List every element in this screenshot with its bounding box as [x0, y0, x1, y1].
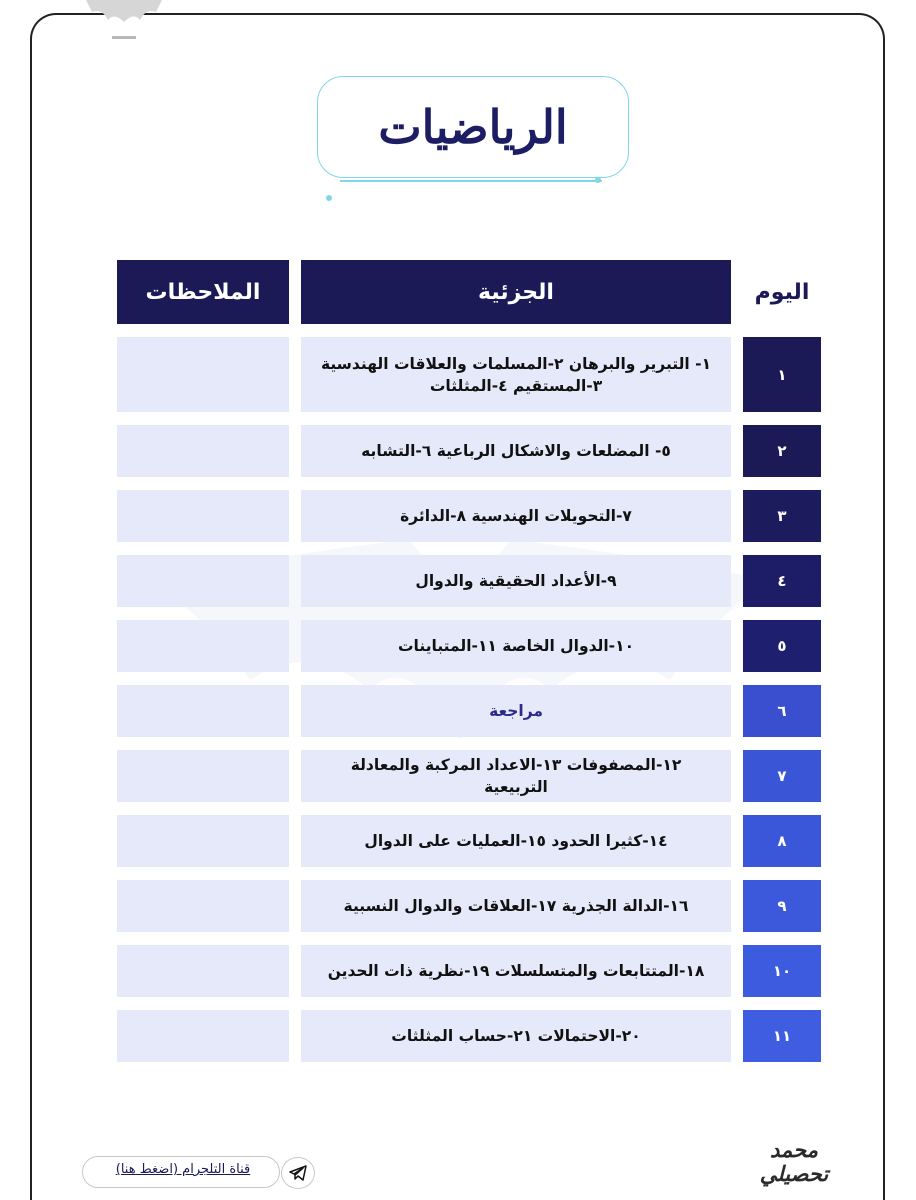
topic-cell: ١٤-كثيرا الحدود ١٥-العمليات على الدوال — [301, 815, 731, 867]
topic-cell: ٧-التحويلات الهندسية ٨-الدائرة — [301, 490, 731, 542]
notes-cell — [117, 490, 289, 542]
signature: محمد تحصيلي — [759, 1137, 829, 1186]
day-cell: ٥ — [743, 620, 821, 672]
notes-cell — [117, 555, 289, 607]
notes-cell — [117, 880, 289, 932]
topic-cell: ٩-الأعداد الحقيقية والدوال — [301, 555, 731, 607]
topic-cell: ٥- المضلعات والاشكال الرباعية ٦-التشابه — [301, 425, 731, 477]
day-cell: ١١ — [743, 1010, 821, 1062]
day-cell: ٧ — [743, 750, 821, 802]
telegram-icon — [289, 1165, 307, 1181]
telegram-button[interactable] — [281, 1157, 315, 1189]
header-notes: الملاحظات — [117, 260, 289, 324]
topic-cell: ١٨-المتتابعات والمتسلسلات ١٩-نظرية ذات الحدين — [301, 945, 731, 997]
day-cell: ٤ — [743, 555, 821, 607]
day-cell: ٢ — [743, 425, 821, 477]
page-title: الرياضيات — [378, 100, 568, 154]
topic-cell: ١٢-المصفوفات ١٣-الاعداد المركبة والمعادلة التربيعية — [301, 750, 731, 802]
notes-cell — [117, 815, 289, 867]
bat-logo — [86, 0, 162, 26]
notes-cell — [117, 1010, 289, 1062]
header-day: اليوم — [754, 279, 810, 305]
notes-cell — [117, 620, 289, 672]
topic-cell: مراجعة — [301, 685, 731, 737]
notes-cell — [117, 750, 289, 802]
topic-cell: ٢٠-الاحتمالات ٢١-حساب المثلثات — [301, 1010, 731, 1062]
day-cell: ٦ — [743, 685, 821, 737]
header-topic: الجزئية — [301, 260, 731, 324]
notes-cell — [117, 425, 289, 477]
notes-cell — [117, 945, 289, 997]
notes-cell — [117, 685, 289, 737]
day-cell: ١ — [743, 337, 821, 412]
topic-cell: ١- التبرير والبرهان ٢-المسلمات والعلاقات الهندسية ٣-المستقيم ٤-المثلثات — [301, 337, 731, 412]
day-cell: ٨ — [743, 815, 821, 867]
notes-cell — [117, 337, 289, 412]
title-underline — [340, 180, 602, 182]
day-cell: ٣ — [743, 490, 821, 542]
day-cell: ٩ — [743, 880, 821, 932]
telegram-link[interactable]: قناة التلجرام (اضغط هنا) — [115, 1162, 251, 1177]
day-cell: ١٠ — [743, 945, 821, 997]
topic-cell: ١٦-الدالة الجذرية ١٧-العلاقات والدوال النسبية — [301, 880, 731, 932]
topic-cell: ١٠-الدوال الخاصة ١١-المتباينات — [301, 620, 731, 672]
top-decoration — [112, 36, 136, 39]
title-box — [317, 76, 629, 178]
title-dot-right — [595, 177, 601, 183]
title-dot-left — [326, 195, 332, 201]
